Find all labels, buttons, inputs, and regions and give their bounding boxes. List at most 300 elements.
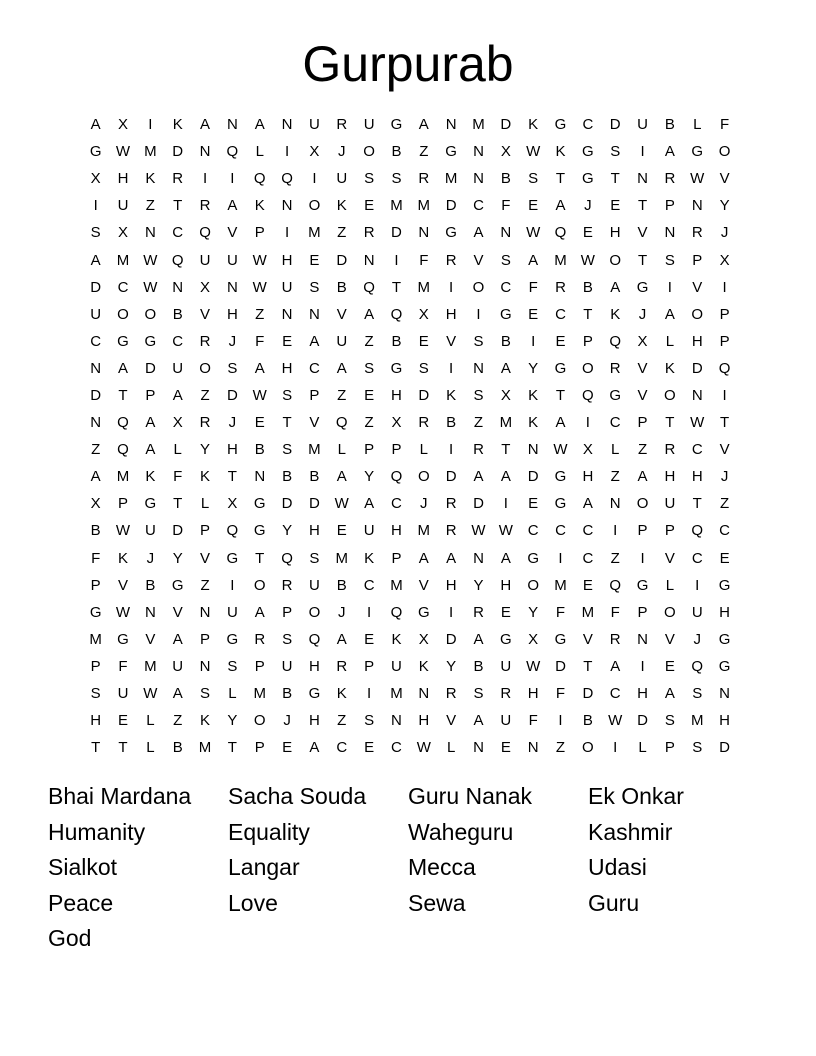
grid-letter: A [200, 116, 211, 134]
grid-letter: E [719, 549, 730, 567]
grid-letter: U [500, 712, 512, 730]
grid-letter: U [226, 251, 238, 269]
grid-letter: P [692, 251, 703, 269]
grid-letter: C [582, 116, 594, 134]
grid-letter: W [690, 414, 705, 432]
grid-letter: C [691, 549, 703, 567]
grid-letter: I [558, 712, 563, 730]
grid-letter: V [582, 630, 593, 648]
grid-letter: J [638, 305, 647, 323]
grid-letter: A [254, 116, 265, 134]
grid-letter: A [555, 197, 566, 215]
grid-letter: V [145, 630, 156, 648]
grid-letter: V [637, 359, 648, 377]
grid-letter: S [90, 224, 101, 242]
grid-letter: G [718, 630, 731, 648]
grid-letter: A [90, 468, 101, 486]
grid-letter: N [473, 143, 484, 161]
grid-letter: J [720, 468, 729, 486]
grid-letter: G [89, 143, 102, 161]
grid-letter: U [144, 522, 156, 540]
grid-letter: C [555, 305, 566, 323]
grid-letter: S [418, 359, 429, 377]
grid-letter: F [555, 685, 566, 703]
grid-letter: L [665, 576, 675, 594]
grid-letter: F [91, 549, 101, 567]
grid-letter: M [554, 251, 567, 269]
grid-letter: G [718, 657, 731, 675]
grid-letter: C [336, 739, 348, 757]
grid-letter: H [609, 224, 621, 242]
grid-letter: M [308, 441, 321, 459]
grid-letter: P [364, 441, 375, 459]
grid-letter: X [309, 143, 320, 161]
grid-row [82, 599, 742, 626]
grid-letter: A [528, 251, 539, 269]
grid-letter: X [118, 224, 129, 242]
grid-letter: G [144, 495, 157, 513]
grid-letter: N [309, 305, 320, 323]
grid-letter: Z [610, 468, 620, 486]
grid-letter: O [472, 278, 485, 296]
grid-letter: L [693, 116, 702, 134]
grid-letter: K [418, 657, 429, 675]
grid-letter: F [719, 116, 730, 134]
grid-letter: V [446, 712, 457, 730]
grid-letter: H [226, 305, 238, 323]
grid-letter: L [200, 495, 210, 513]
grid-letter: G [253, 495, 266, 513]
grid-letter: A [500, 468, 511, 486]
grid-letter: S [227, 657, 238, 675]
grid-letter: R [172, 170, 184, 188]
grid-letter: N [500, 224, 512, 242]
grid-letter: I [93, 197, 98, 215]
grid-letter: H [664, 468, 676, 486]
grid-letter: S [473, 386, 484, 404]
grid-letter: J [146, 549, 155, 567]
grid-row [82, 165, 742, 192]
grid-letter: A [473, 630, 484, 648]
grid-letter: G [226, 549, 239, 567]
grid-letter: K [528, 386, 539, 404]
grid-letter: K [528, 116, 539, 134]
grid-letter: Y [528, 603, 539, 621]
grid-letter: D [555, 657, 566, 675]
grid-letter: P [719, 305, 730, 323]
grid-letter: K [145, 170, 156, 188]
grid-row [82, 328, 742, 355]
grid-letter: H [691, 332, 703, 350]
grid-letter: M [390, 576, 403, 594]
grid-letter: N [254, 468, 266, 486]
grid-letter: O [417, 468, 430, 486]
grid-letter: I [640, 143, 645, 161]
grid-letter: C [473, 197, 484, 215]
grid-letter: I [394, 251, 399, 269]
grid-letter: J [693, 630, 701, 648]
grid-letter: W [690, 170, 705, 188]
grid-letter: I [367, 603, 372, 621]
grid-letter: F [528, 278, 538, 296]
grid-letter: G [171, 576, 184, 594]
grid-letter: T [91, 739, 101, 757]
grid-letter: Y [446, 657, 457, 675]
grid-letter: E [364, 630, 375, 648]
grid-letter: C [391, 495, 402, 513]
grid-letter: V [637, 224, 648, 242]
grid-letter: W [252, 386, 267, 404]
grid-letter: Q [226, 143, 239, 161]
word-list-item: Humanity [48, 818, 146, 845]
grid-row [82, 274, 742, 301]
grid-letter: D [473, 495, 484, 513]
grid-letter: H [500, 576, 512, 594]
grid-letter: W [143, 685, 158, 703]
grid-letter: P [664, 522, 675, 540]
grid-letter: M [144, 143, 157, 161]
grid-letter: Y [528, 359, 539, 377]
grid-letter: S [664, 712, 675, 730]
word-list [48, 779, 768, 957]
grid-letter: D [281, 495, 293, 513]
grid-letter: V [227, 224, 238, 242]
grid-row [82, 680, 742, 707]
grid-letter: B [172, 305, 183, 323]
grid-letter: O [253, 712, 266, 730]
grid-letter: K [610, 305, 621, 323]
grid-letter: I [230, 170, 235, 188]
grid-letter: U [199, 251, 211, 269]
grid-letter: F [555, 603, 566, 621]
grid-letter: Q [199, 224, 211, 242]
grid-letter: O [664, 603, 676, 621]
grid-letter: I [585, 414, 590, 432]
grid-letter: A [473, 224, 484, 242]
grid-letter: O [582, 739, 594, 757]
grid-letter: L [446, 739, 456, 757]
grid-letter: R [199, 332, 211, 350]
grid-letter: T [173, 495, 183, 513]
grid-letter: D [172, 522, 184, 540]
grid-letter: X [418, 630, 429, 648]
grid-letter: N [473, 739, 484, 757]
grid-letter: E [500, 739, 511, 757]
grid-letter: R [336, 116, 348, 134]
grid-letter: U [226, 603, 238, 621]
grid-letter: O [609, 251, 622, 269]
grid-letter: B [446, 414, 457, 432]
grid-letter: I [476, 305, 481, 323]
grid-letter: E [555, 332, 566, 350]
grid-letter: P [309, 386, 320, 404]
grid-row [82, 382, 742, 409]
grid-letter: F [255, 332, 265, 350]
grid-letter: I [284, 224, 290, 242]
grid-letter: J [420, 495, 428, 513]
grid-letter: H [226, 441, 238, 459]
grid-letter: E [254, 414, 265, 432]
grid-letter: I [695, 576, 700, 594]
grid-letter: A [473, 712, 484, 730]
grid-letter: L [146, 739, 155, 757]
grid-letter: R [336, 657, 348, 675]
grid-letter: P [90, 657, 101, 675]
grid-letter: Z [473, 414, 484, 432]
grid-letter: M [417, 197, 431, 215]
grid-letter: D [90, 278, 102, 296]
grid-letter: P [254, 224, 265, 242]
grid-letter: L [255, 143, 264, 161]
grid-letter: S [692, 685, 703, 703]
grid-row [82, 192, 742, 219]
grid-letter: N [445, 116, 457, 134]
grid-letter: K [200, 712, 211, 730]
grid-letter: B [172, 739, 183, 757]
grid-letter: G [554, 468, 567, 486]
grid-letter: W [526, 657, 541, 675]
grid-letter: B [582, 712, 593, 730]
grid-letter: Q [390, 603, 403, 621]
grid-letter: O [308, 197, 321, 215]
grid-letter: Z [91, 441, 101, 459]
grid-letter: D [90, 386, 102, 404]
grid-letter: M [444, 170, 458, 188]
grid-letter: N [418, 685, 430, 703]
grid-letter: A [364, 495, 375, 513]
grid-letter: T [719, 414, 730, 432]
grid-letter: N [90, 414, 102, 432]
grid-letter: G [144, 332, 157, 350]
grid-letter: R [418, 414, 430, 432]
grid-letter: C [90, 332, 102, 350]
grid-letter: M [390, 685, 403, 703]
grid-letter: Q [117, 441, 129, 459]
grid-letter: R [363, 224, 375, 242]
grid-letter: S [364, 170, 375, 188]
grid-letter: O [718, 143, 731, 161]
word-list-item: Kashmir [588, 818, 673, 845]
grid-letter: R [445, 495, 457, 513]
grid-letter: X [90, 170, 101, 188]
grid-letter: F [528, 712, 538, 730]
grid-letter: G [554, 116, 567, 134]
grid-letter: A [446, 549, 457, 567]
grid-letter: N [691, 197, 703, 215]
grid-letter: G [445, 224, 457, 242]
grid-letter: Z [610, 549, 620, 567]
grid-row [82, 734, 742, 761]
grid-row [82, 355, 742, 382]
grid-letter: X [418, 305, 429, 323]
grid-letter: R [445, 251, 457, 269]
grid-letter: R [473, 441, 484, 459]
grid-letter: N [664, 224, 676, 242]
grid-letter: V [719, 441, 730, 459]
grid-letter: K [172, 116, 183, 134]
grid-letter: S [227, 359, 238, 377]
grid-letter: E [118, 712, 129, 730]
grid-letter: M [417, 522, 431, 540]
grid-letter: D [172, 143, 184, 161]
grid-letter: C [117, 278, 129, 296]
grid-letter: Z [337, 224, 347, 242]
grid-letter: A [364, 305, 375, 323]
grid-letter: A [664, 143, 675, 161]
grid-letter: U [309, 576, 320, 594]
grid-letter: T [665, 414, 675, 432]
grid-letter: H [691, 468, 703, 486]
grid-letter: I [558, 549, 563, 567]
grid-letter: D [500, 116, 512, 134]
grid-letter: X [582, 441, 593, 459]
grid-letter: R [445, 685, 457, 703]
grid-letter: W [252, 251, 267, 269]
grid-letter: Q [117, 414, 129, 432]
grid-letter: J [338, 603, 346, 621]
grid-letter: U [363, 116, 375, 134]
grid-letter: W [143, 251, 158, 269]
grid-letter: F [419, 251, 429, 269]
grid-letter: G [554, 495, 567, 513]
grid-letter: Q [691, 522, 704, 540]
grid-letter: V [637, 386, 648, 404]
grid-letter: Q [363, 278, 375, 296]
grid-letter: J [228, 332, 237, 350]
grid-letter: U [336, 170, 348, 188]
grid-letter: U [391, 657, 402, 675]
grid-letter: S [664, 251, 675, 269]
grid-letter: A [145, 414, 156, 432]
grid-letter: N [473, 170, 484, 188]
word-list-item: Equality [228, 818, 310, 845]
grid-letter: V [692, 278, 703, 296]
grid-letter: X [500, 143, 511, 161]
grid-row [82, 490, 742, 517]
grid-letter: N [199, 657, 211, 675]
grid-letter: I [531, 332, 536, 350]
grid-letter: O [199, 359, 211, 377]
grid-letter: T [610, 170, 620, 188]
grid-letter: R [199, 197, 211, 215]
grid-letter: J [720, 224, 729, 242]
grid-letter: S [282, 630, 293, 648]
grid-letter: V [418, 576, 429, 594]
grid-letter: S [200, 685, 211, 703]
grid-letter: E [309, 251, 320, 269]
grid-letter: E [418, 332, 429, 350]
grid-letter: A [664, 685, 675, 703]
grid-letter: C [582, 522, 594, 540]
grid-letter: W [526, 224, 541, 242]
grid-letter: P [118, 495, 129, 513]
grid-letter: P [391, 549, 402, 567]
grid-letter: U [637, 116, 648, 134]
grid-letter: T [692, 495, 702, 513]
grid-letter: H [719, 712, 730, 730]
grid-letter: W [580, 251, 595, 269]
grid-letter: K [664, 359, 675, 377]
grid-letter: T [255, 549, 265, 567]
grid-letter: R [555, 278, 566, 296]
grid-letter: T [227, 468, 237, 486]
grid-letter: W [498, 522, 513, 540]
grid-letter: G [390, 359, 403, 377]
grid-row [82, 463, 742, 490]
word-list-item: God [48, 925, 92, 951]
grid-letter: B [282, 685, 293, 703]
grid-letter: D [582, 685, 594, 703]
grid-letter: P [282, 603, 293, 621]
word-list-item: Udasi [588, 854, 647, 880]
grid-letter: N [144, 224, 156, 242]
grid-letter: E [528, 495, 539, 513]
grid-row [82, 301, 742, 328]
grid-letter: O [253, 576, 266, 594]
grid-letter: S [473, 332, 484, 350]
grid-letter: L [638, 739, 647, 757]
grid-letter: S [692, 739, 703, 757]
word-list-item: Ek Onkar [588, 783, 684, 809]
grid-letter: J [338, 143, 346, 161]
grid-letter: N [226, 278, 238, 296]
grid-letter: R [500, 685, 512, 703]
grid-letter: N [281, 197, 293, 215]
grid-letter: J [228, 414, 237, 432]
grid-letter: M [144, 657, 157, 675]
grid-letter: M [499, 414, 513, 432]
grid-letter: T [583, 305, 593, 323]
grid-letter: V [719, 170, 730, 188]
grid-letter: V [446, 332, 457, 350]
grid-letter: A [473, 468, 484, 486]
grid-letter: G [636, 576, 649, 594]
grid-letter: A [336, 359, 347, 377]
grid-letter: I [284, 143, 290, 161]
word-list-item: Sacha Souda [228, 783, 367, 809]
grid-letter: F [610, 603, 620, 621]
grid-letter: U [664, 495, 676, 513]
grid-letter: B [336, 278, 347, 296]
grid-letter: P [364, 657, 375, 675]
word-list-item: Langar [228, 854, 300, 880]
grid-letter: P [391, 441, 402, 459]
grid-letter: O [363, 143, 375, 161]
grid-letter: Z [337, 712, 347, 730]
grid-letter: W [115, 603, 131, 621]
grid-letter: G [636, 278, 649, 296]
grid-letter: L [419, 441, 428, 459]
grid-row [82, 219, 742, 246]
grid-letter: S [610, 143, 621, 161]
grid-letter: R [281, 576, 293, 594]
grid-letter: G [691, 143, 704, 161]
grid-letter: X [227, 495, 238, 513]
grid-letter: G [253, 522, 266, 540]
grid-letter: T [501, 441, 511, 459]
grid-letter: S [309, 549, 320, 567]
grid-row [82, 436, 742, 463]
grid-letter: M [390, 197, 403, 215]
grid-letter: K [528, 414, 539, 432]
grid-letter: Y [200, 441, 211, 459]
grid-letter: Q [390, 305, 403, 323]
grid-letter: G [117, 630, 129, 648]
grid-letter: B [391, 143, 402, 161]
grid-letter: Z [364, 414, 374, 432]
grid-letter: T [227, 739, 237, 757]
grid-letter: Z [364, 332, 374, 350]
